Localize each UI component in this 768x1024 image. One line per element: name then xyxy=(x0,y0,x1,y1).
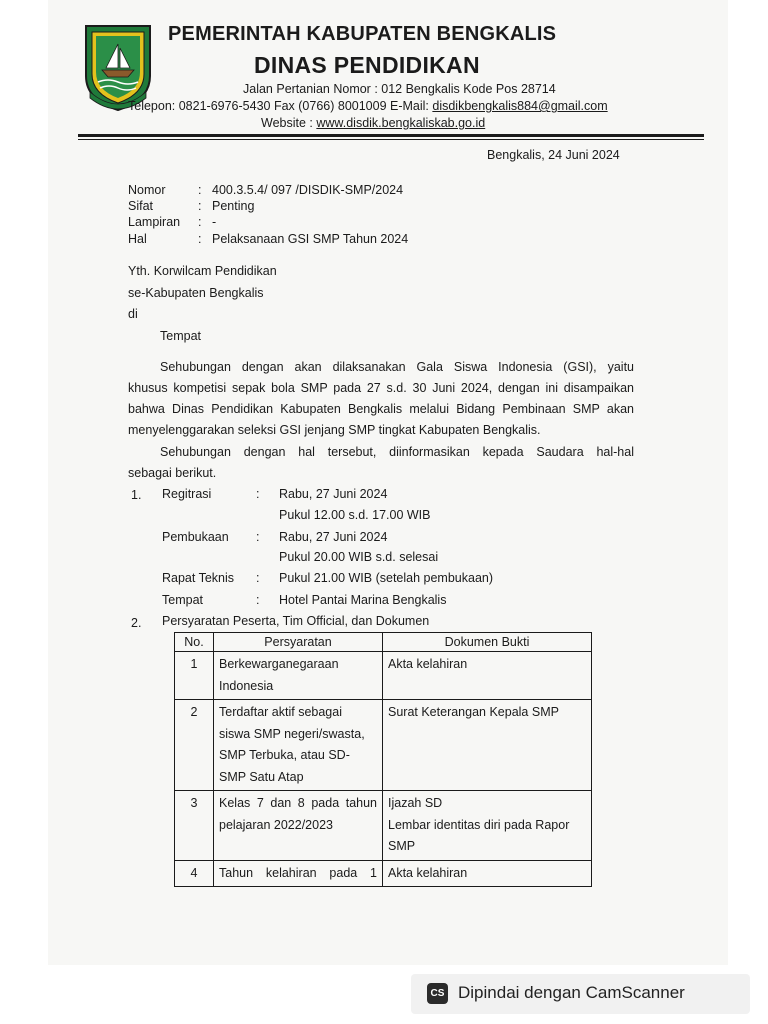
colon: : xyxy=(256,487,260,501)
cell-line: Surat Keterangan Kepala SMP xyxy=(388,705,559,719)
lampiran-label: Lampiran xyxy=(128,215,181,229)
table-header-row xyxy=(175,633,592,652)
column-header-no: No. xyxy=(175,633,214,652)
document-cell xyxy=(383,791,592,861)
camscanner-logo-icon: CS xyxy=(427,983,448,1004)
recipient-line: di xyxy=(128,307,138,321)
table-row xyxy=(175,860,592,887)
colon: : xyxy=(198,232,202,246)
camscanner-watermark-text: Dipindai dengan CamScanner xyxy=(458,983,685,1002)
letterhead-rule-thick xyxy=(78,134,704,137)
sifat-value: Penting xyxy=(212,199,255,213)
body-paragraph-1 xyxy=(128,357,634,441)
paragraph-line: Sehubungan dengan akan dilaksanakan Gala Siswa Indonesia (GSI), yaitu xyxy=(160,360,634,374)
pembukaan-date: Rabu, 27 Juni 2024 xyxy=(279,530,388,544)
website-label: Website : xyxy=(261,116,317,130)
contact-line xyxy=(128,99,608,113)
cell-line: Lembar identitas diri pada Rapor xyxy=(388,817,570,832)
cell-line: Terdaftar aktif sebagai xyxy=(219,705,342,719)
colon: : xyxy=(256,571,260,585)
hal-label: Hal xyxy=(128,232,147,246)
tempat-value: Hotel Pantai Marina Bengkalis xyxy=(279,593,447,607)
pembukaan-label: Pembukaan xyxy=(162,530,229,544)
table-row xyxy=(175,700,592,791)
cell-line: siswa SMP negeri/swasta, xyxy=(219,726,365,741)
row-number: 3 xyxy=(175,791,214,861)
hal-value: Pelaksanaan GSI SMP Tahun 2024 xyxy=(212,232,409,246)
cell-line: Berkewarganegaraan xyxy=(219,657,339,671)
row-number: 2 xyxy=(175,700,214,791)
cell-line: Akta kelahiran xyxy=(388,865,468,880)
cell-line: Kelas 7 dan 8 pada tahun xyxy=(219,796,377,810)
address-line: Jalan Pertanian Nomor : 012 Bengkalis Kode Pos 28714 xyxy=(243,82,556,96)
paragraph-line: bahwa Dinas Pendidikan Kabupaten Bengkalis melalui Bidang Pembinaan SMP akan xyxy=(128,402,634,416)
cell-line: Ijazah SD xyxy=(388,796,443,810)
paragraph-line: sebagai berikut. xyxy=(128,466,217,480)
colon: : xyxy=(198,215,202,229)
table-row xyxy=(175,652,592,700)
requirement-cell xyxy=(214,652,383,700)
list-number: 1. xyxy=(131,488,142,502)
registrasi-time: Pukul 12.00 s.d. 17.00 WIB xyxy=(279,508,431,522)
requirements-table xyxy=(174,632,592,887)
row-number: 4 xyxy=(175,860,214,887)
cell-line: SMP xyxy=(388,839,416,853)
paragraph-line: menyelenggarakan seleksi GSI jenjang SMP tingkat Kabupaten Bengkalis. xyxy=(128,423,541,437)
paragraph-line: khusus kompetisi sepak bola SMP pada 27 s.d. 30 Juni 2024, dengan ini disampaikan xyxy=(128,381,634,395)
body-paragraph-2 xyxy=(128,442,634,484)
letterhead-rule-thin xyxy=(78,139,704,140)
document-cell xyxy=(383,652,592,700)
government-title: PEMERINTAH KABUPATEN BENGKALIS xyxy=(168,23,557,45)
document-cell xyxy=(383,700,592,791)
nomor-label: Nomor xyxy=(128,183,166,197)
colon: : xyxy=(256,530,260,544)
tempat-label: Tempat xyxy=(162,593,203,607)
row-number: 1 xyxy=(175,652,214,700)
registrasi-label: Regitrasi xyxy=(162,487,212,501)
colon: : xyxy=(256,593,260,607)
cell-line: pelajaran 2022/2023 xyxy=(219,817,333,832)
requirement-cell xyxy=(214,860,383,887)
requirement-cell xyxy=(214,700,383,791)
letter-date: Bengkalis, 24 Juni 2024 xyxy=(487,148,620,162)
cell-line: Indonesia xyxy=(219,678,274,693)
contact-text: Telepon: 0821-6976-5430 Fax (0766) 8001009 E-Mail: xyxy=(128,99,433,113)
table-row xyxy=(175,791,592,861)
rapat-value: Pukul 21.00 WIB (setelah pembukaan) xyxy=(279,571,494,585)
colon: : xyxy=(198,183,202,197)
document-cell xyxy=(383,860,592,887)
paragraph-line: Sehubungan dengan hal tersebut, diinformasikan kepada Saudara hal-hal xyxy=(160,445,634,459)
rapat-label: Rapat Teknis xyxy=(162,571,235,585)
requirement-cell xyxy=(214,791,383,861)
email-link[interactable]: disdikbengkalis884@gmail.com xyxy=(432,99,608,113)
recipient-place: Tempat xyxy=(160,329,201,343)
department-title: DINAS PENDIDIKAN xyxy=(254,52,480,78)
lampiran-value: - xyxy=(212,215,217,229)
column-header-requirement: Persyaratan xyxy=(214,633,383,652)
requirements-heading: Persyaratan Peserta, Tim Official, dan Dokumen xyxy=(162,614,430,628)
cell-line: SMP Terbuka, atau SD- xyxy=(219,748,350,762)
website-line xyxy=(261,116,485,130)
nomor-value: 400.3.5.4/ 097 /DISDIK-SMP/2024 xyxy=(212,183,404,197)
colon: : xyxy=(198,199,202,213)
sifat-label: Sifat xyxy=(128,199,154,213)
registrasi-date: Rabu, 27 Juni 2024 xyxy=(279,487,388,501)
column-header-document: Dokumen Bukti xyxy=(383,633,592,652)
recipient-line: Yth. Korwilcam Pendidikan xyxy=(128,264,277,278)
cell-line: Akta kelahiran xyxy=(388,657,468,671)
cell-line: SMP Satu Atap xyxy=(219,769,304,784)
cell-line: Tahun kelahiran pada 1 xyxy=(219,865,377,880)
list-number: 2. xyxy=(131,616,142,630)
recipient-line: se-Kabupaten Bengkalis xyxy=(128,286,264,300)
pembukaan-time: Pukul 20.00 WIB s.d. selesai xyxy=(279,550,439,564)
website-link[interactable]: www.disdik.bengkaliskab.go.id xyxy=(316,116,486,130)
